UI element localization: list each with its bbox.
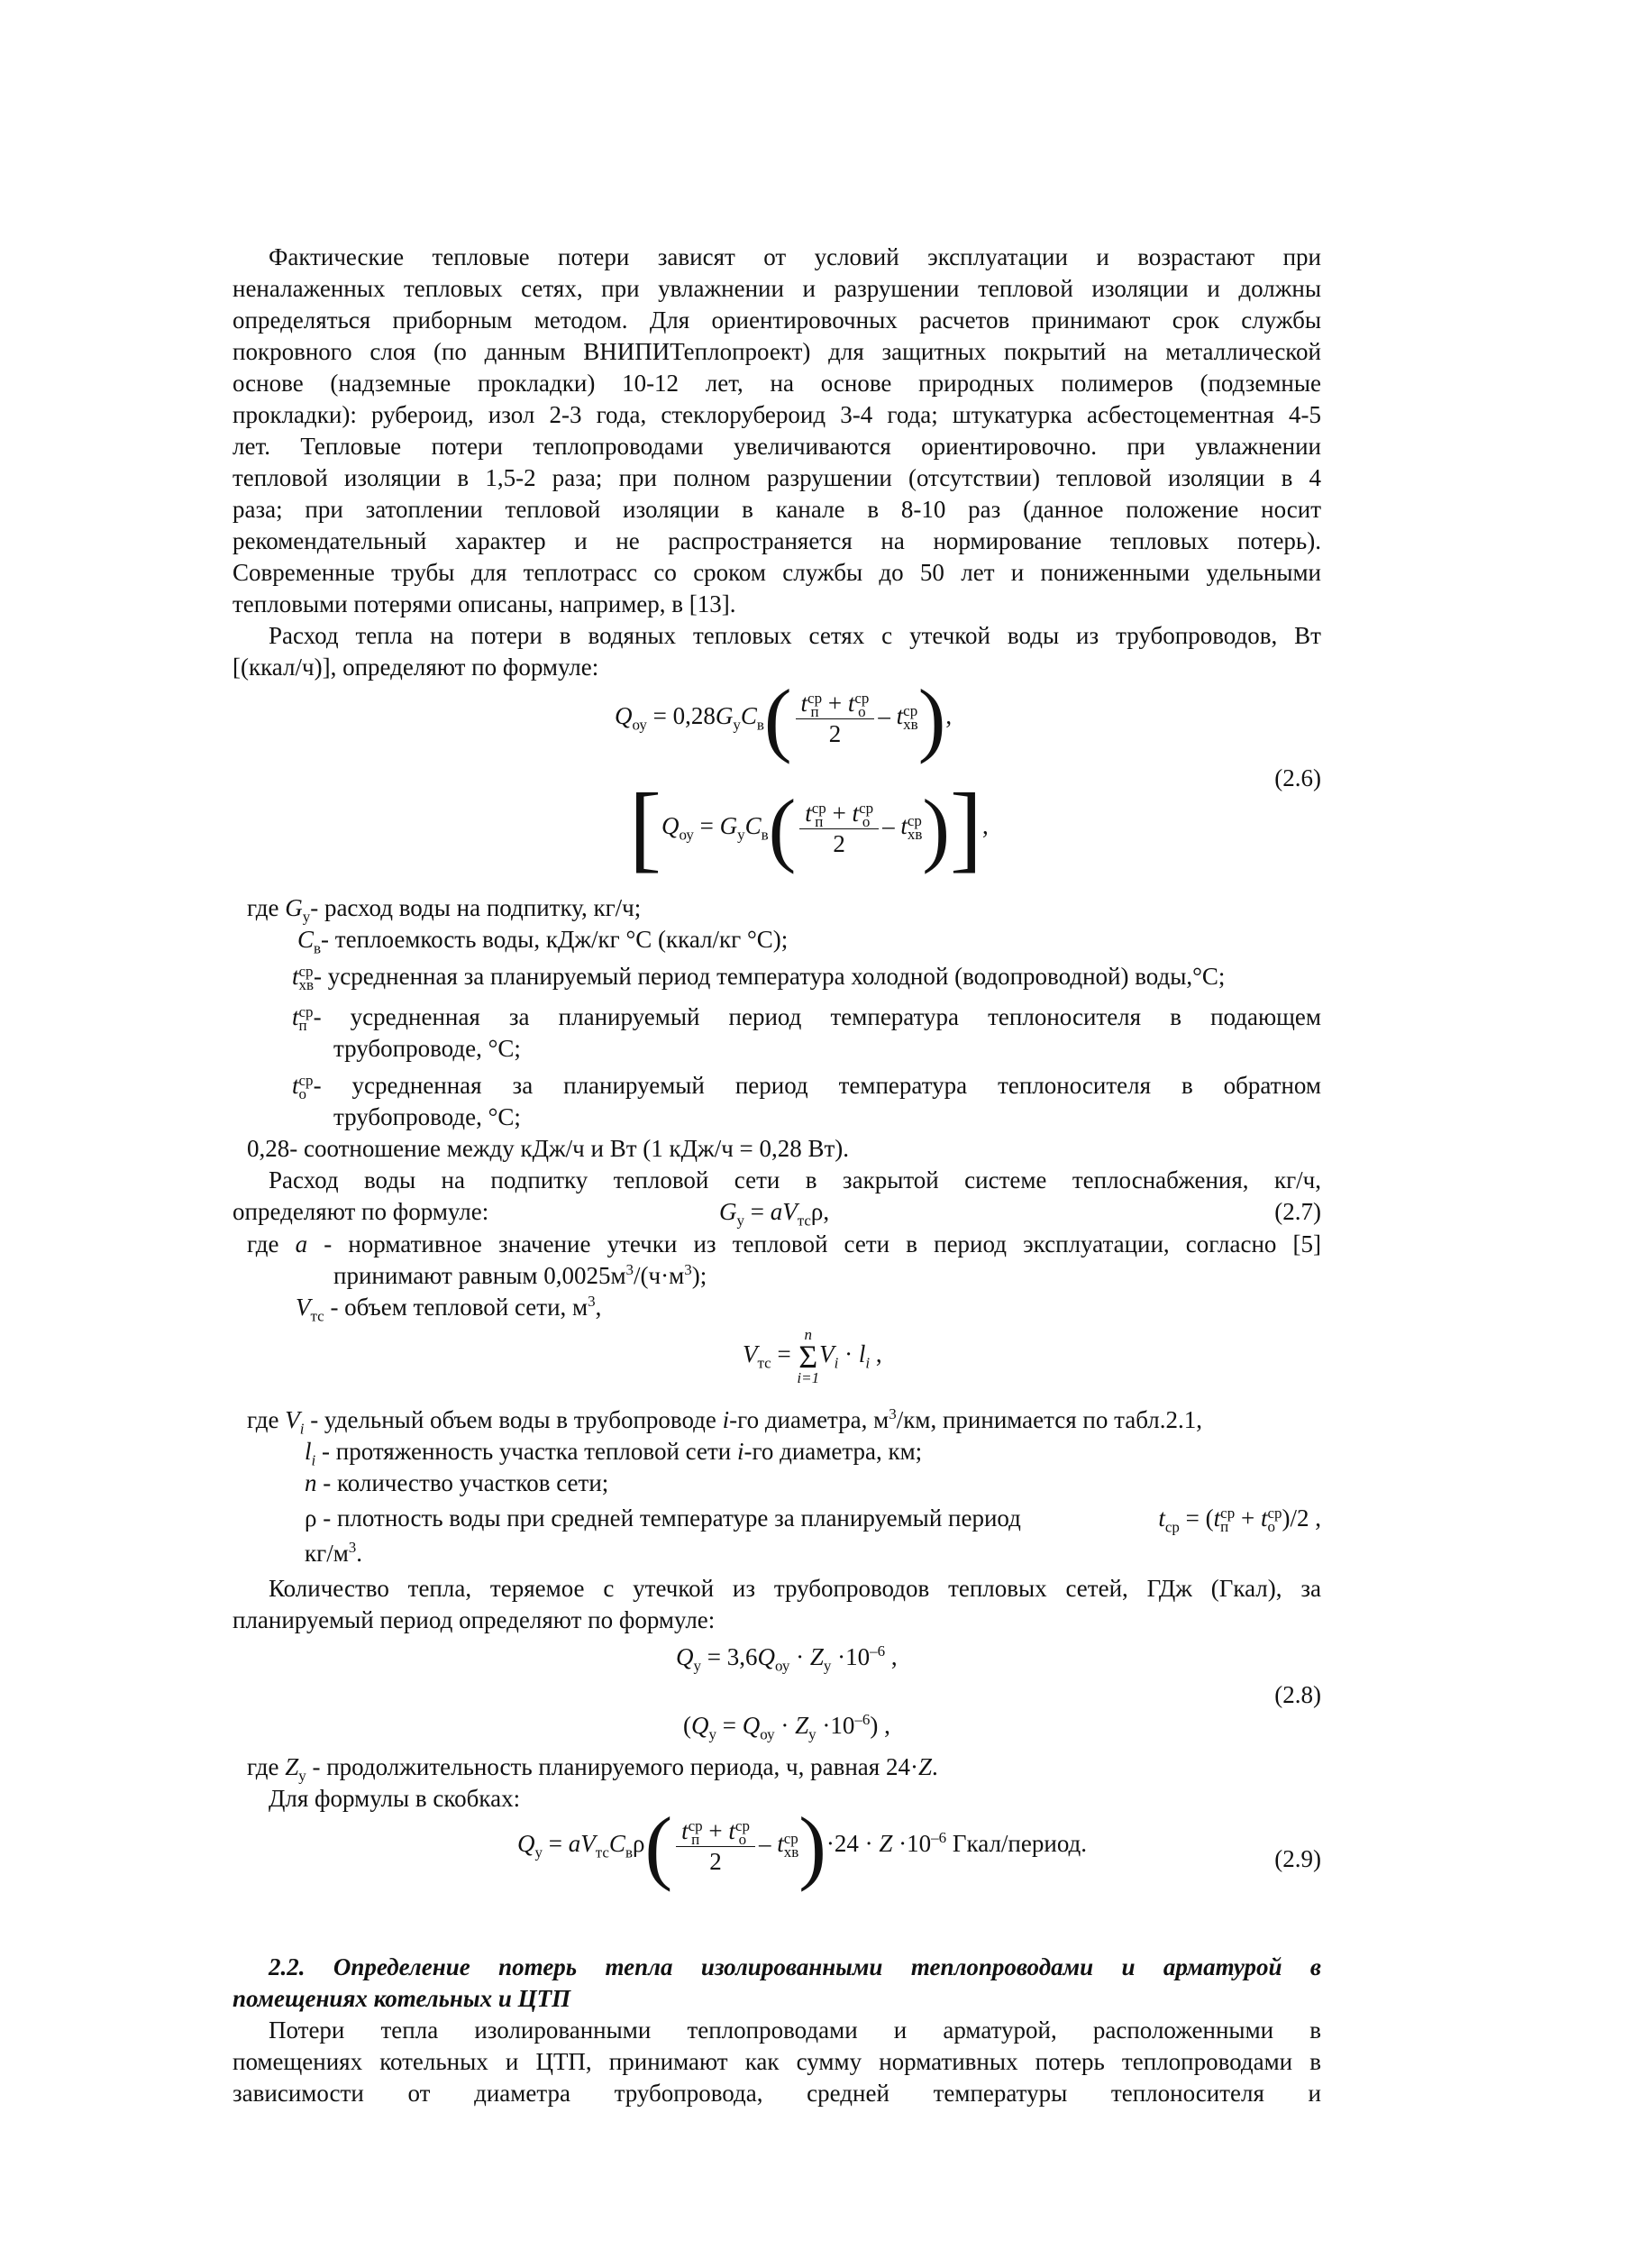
definition-text: - количество участков сети; xyxy=(316,1469,609,1496)
formula-2-6-si: $Q_{оу} = 0,28G_уC_в$( t ср п + t ср о 2 – t ср хв ), xyxy=(615,672,953,764)
formula-2-8: $Q_у = 3,6Q_{оу} \cdot Z_у \cdot 10^{-6}$ , (2.8) $(Q_у = Q_{оу} \cdot Z_у \cdot 10^{-6})$ , xyxy=(676,1642,1321,1743)
definition-text: - усредненная за планируемый период температура холодной (водопроводной) воды,°С; xyxy=(314,963,1226,990)
coefficient: 0,28 xyxy=(672,702,716,730)
text-line: [(ккал/ч)], определяют по формуле: xyxy=(233,654,599,681)
definition-li: $l_i$ - протяженность участка тепловой сети i-го диаметра, км; xyxy=(305,1438,923,1469)
definition-gy xyxy=(247,892,1321,924)
equation-number: (2.9) xyxy=(1274,1845,1321,1872)
heading-line: 2.2. Определение потерь тепла изолированными теплопроводами и арматурой в xyxy=(269,1953,1321,1980)
formula-2-6 xyxy=(233,672,1321,892)
definition-text: - расход воды на подпитку, кг/ч; xyxy=(310,894,642,921)
definitions-list-1 xyxy=(233,892,1321,1165)
definition-028 xyxy=(247,1133,1321,1165)
definition-vts: $V_{тс}$ - объем тепловой сети, $м^3$, xyxy=(296,1293,602,1325)
paragraph-insulated-losses xyxy=(233,2015,1321,2109)
where-label: где xyxy=(247,894,279,921)
definition-tp: t ср п - усредненная за планируемый период температура теплоносителя в подающем xyxy=(292,1003,1321,1034)
formula-volume-sum: $V_{тс}$ = n Σ i=1 $V_i \cdot l_i$ , xyxy=(743,1326,882,1386)
definition-text: - продолжительность планируемого периода, ч, равная 24· xyxy=(306,1753,918,1780)
definition-rho-unit: $кг/м^3$. xyxy=(305,1539,363,1567)
definition-text: - удельный объем воды в трубопроводе xyxy=(304,1406,723,1433)
definition-zy: где $Z_у$ - продолжительность планируемого периода, ч, равная 24·Z. xyxy=(247,1753,938,1785)
definition-a-continuation: принимают равным $0,0025м^3/(ч\cdot м^3)$; xyxy=(333,1261,707,1289)
text-line: основе (надземные прокладки) 10-12 лет, на основе природных полимеров (подземные xyxy=(233,370,1321,397)
unit-text: кг/м xyxy=(305,1540,349,1567)
definition-a: где a - нормативное значение утечки из тепловой сети в период эксплуатации, согласно [5] xyxy=(247,1230,1322,1257)
symbol-sub: хв xyxy=(298,976,315,993)
text-line: лет. Тепловые потери теплопроводами увеличиваются ориентировочно. при увлажнении xyxy=(233,433,1321,460)
definitions-list-3 xyxy=(233,1404,1321,1569)
definition-n: n - количество участков сети; xyxy=(305,1469,609,1496)
formula-2-6-kcal: [$Q_{оу} = G_уC_в$( t ср п + t ср о 2 – t ср хв )], xyxy=(629,774,989,882)
where-label: где xyxy=(247,1406,279,1433)
denominator: 2 xyxy=(828,720,842,747)
symbol-sub: п xyxy=(298,1017,307,1034)
text-line: определяют по формуле: xyxy=(233,1198,489,1225)
definition-text: /(ч·м xyxy=(634,1262,685,1289)
divisor: 2 xyxy=(1297,1504,1309,1532)
symbol: 0,28 xyxy=(247,1135,290,1162)
definition-rho: ρ - плотность воды при средней температуре за планируемый период $t_{ср} = (t$ ср п + t ср о )/2 , xyxy=(305,1504,1321,1536)
definition-text: /км, принимается по табл.2.1, xyxy=(896,1406,1203,1433)
definition-text: -го диаметра, км; xyxy=(743,1438,923,1465)
where-label: где xyxy=(247,1230,279,1257)
definition-text: - плотность воды при средней температуре за планируемый период xyxy=(316,1504,1021,1532)
formula-2-9: $Q_у = aV_{тс}C_в\rho$( t ср п + t ср о 2 – t ср хв )$\cdot 24 \cdot Z \cdot 10^{-6}$ Гкал/период. (2.9) xyxy=(517,1800,1321,1892)
section-heading-2-2 xyxy=(233,1952,1321,2015)
definitions-list-2 xyxy=(233,1229,1321,1323)
text-line: Количество тепла, теряемое с утечкой из трубопроводов тепловых сетей, ГДж (Гкал), за xyxy=(269,1575,1321,1602)
paragraph-actual-losses xyxy=(233,242,1321,620)
formula-2-7: $G_у = aV_{тс}\rho$, (2.7) xyxy=(719,1198,1321,1230)
coefficient: 3,6 xyxy=(726,1643,758,1670)
definition-txv: t ср хв - усредненная за планируемый период температура холодной (водопроводной) воды,°С; xyxy=(247,961,1321,992)
text-line: зависимости от диаметра трубопровода, средней температуры теплоносителя и xyxy=(233,2080,1321,2107)
document-page xyxy=(233,242,1321,2109)
definition-text: - объем тепловой сети, м xyxy=(324,1294,588,1321)
denominator: 2 xyxy=(709,1848,722,1875)
definition-text: -го диаметра, м xyxy=(729,1406,889,1433)
symbol-sub: y xyxy=(302,908,311,926)
definition-text: . xyxy=(931,1753,938,1780)
definition-text: - протяженность участка тепловой сети xyxy=(315,1438,737,1465)
equation-number: (2.6) xyxy=(1274,764,1321,791)
definition-text: - соотношение между кДж/ч и Вт (1 кДж/ч = 0,28 Вт). xyxy=(289,1135,850,1162)
text-line: прокладки): рубероид, изол 2-3 года, стеклорубероид 3-4 года; штукатурка асбестоцементная 4-5 xyxy=(233,401,1321,428)
definition-text: ); xyxy=(691,1262,707,1289)
brackets-note: Для формулы в скобках: xyxy=(269,1785,521,1812)
heading-line: помещениях котельных и ЦТП xyxy=(233,1985,571,2012)
symbol: C xyxy=(297,926,315,953)
text-line: Фактические тепловые потери зависят от условий эксплуатации и возрастают при xyxy=(269,243,1321,270)
text-line: тепловыми потерями описаны, например, в [13]. xyxy=(233,590,736,617)
definition-continuation: трубопроводе, °С; xyxy=(333,1103,521,1130)
equation-number: (2.8) xyxy=(1274,1681,1321,1708)
definition-to: t ср о - усредненная за планируемый период температура теплоносителя в обратном xyxy=(292,1072,1321,1102)
sum-lower: i=1 xyxy=(797,1369,820,1386)
unit-text: Гкал/период. xyxy=(952,1830,1088,1858)
exponent: –6 xyxy=(854,1711,871,1728)
text-line: Современные трубы для теплотрасс со сроком службы до 50 лет и пониженными удельными xyxy=(233,559,1321,586)
symbol-sub: о xyxy=(298,1085,307,1102)
definition-text: - усредненная за планируемый период температура теплоносителя в подающем xyxy=(313,1003,1321,1030)
definition-cv xyxy=(247,924,1321,956)
symbol: G xyxy=(285,894,303,921)
where-label: где xyxy=(247,1753,279,1780)
text-line: помещениях котельных и ЦТП, принимают как сумму нормативных потерь теплопроводами в xyxy=(233,2048,1321,2075)
equation-number: (2.7) xyxy=(1274,1198,1321,1225)
definition-text: - теплоемкость воды, кДж/кг °С (ккал/кг °С); xyxy=(321,926,789,953)
text-line: Расход тепла на потери в водяных тепловых сетях с утечкой воды из трубопроводов, Вт xyxy=(269,622,1321,649)
text-line: Расход воды на подпитку тепловой сети в закрытой системе теплоснабжения, кг/ч, xyxy=(269,1166,1321,1193)
definition-text: - нормативное значение утечки из тепловой сети в период эксплуатации, согласно [5] xyxy=(307,1230,1322,1257)
text-line: раза; при затоплении тепловой изоляции в канале в 8-10 раз (данное положение носит xyxy=(233,496,1321,523)
text-line: планируемый период определяют по формуле: xyxy=(233,1606,716,1633)
definition-continuation: трубопроводе, °С; xyxy=(333,1035,521,1062)
definition-text: принимают равным 0,0025м xyxy=(333,1262,626,1289)
text-line: рекомендательный характер и не распространяется на нормирование тепловых потерь). xyxy=(233,527,1321,554)
sum-upper: n xyxy=(804,1326,813,1343)
text-line: неналаженных тепловых сетях, при увлажнении и разрушении тепловой изоляции и должны xyxy=(233,275,1321,302)
exponent: –6 xyxy=(931,1829,947,1847)
coefficient: 24 xyxy=(834,1830,859,1858)
symbol-sub: в xyxy=(314,939,322,957)
text-line: Потери тепла изолированными теплопроводами и арматурой, расположенными в xyxy=(269,2017,1321,2044)
definition-text: - усредненная за планируемый период температура теплоносителя в обратном xyxy=(313,1072,1321,1099)
denominator: 2 xyxy=(833,830,845,857)
definition-vi: где $V_i$ - удельный объем воды в трубопроводе i-го диаметра, $м^3/км$, принимается по табл.2.1, xyxy=(247,1405,1203,1438)
text-line: покровного слоя (по данным ВНИПИТеплопроект) для защитных покрытий на металлической xyxy=(233,338,1321,365)
text-line: тепловой изоляции в 1,5-2 раза; при полном разрушении (отсутствии) тепловой изоляции в 4 xyxy=(233,464,1321,491)
text-line: определяться приборным методом. Для ориентировочных расчетов принимают срок службы xyxy=(233,306,1321,334)
exponent: –6 xyxy=(870,1642,886,1660)
paragraph-heat-quantity xyxy=(233,1573,1321,1636)
